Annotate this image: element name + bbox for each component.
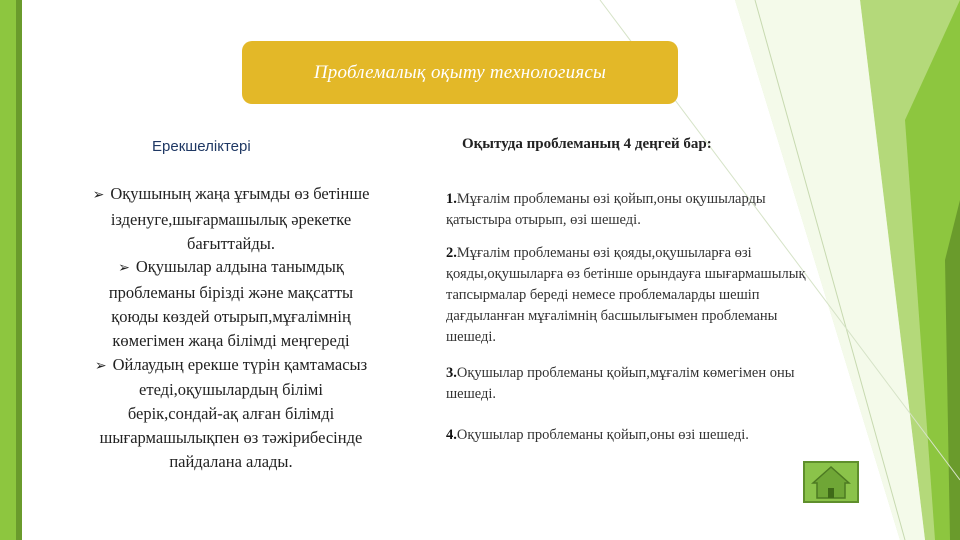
arrow-bullet-icon: ➢ (92, 187, 105, 203)
right-heading: Оқытуда проблеманың 4 деңгей бар: (462, 136, 712, 152)
arrow-bullet-icon: ➢ (118, 260, 130, 277)
title-banner (242, 41, 678, 104)
feature-line: қоюды көздей отырып,мұғалімнің (111, 306, 351, 326)
feature-line: проблеманы бірізді және мақсатты (108, 283, 354, 303)
level-item-1: 1.Мұғалім проблеманы өзі қойып,оны оқушыларды қатыстыра отырып, өзі шешеді. (446, 191, 766, 228)
feature-line: ➢ Ойлаудың ерекше түрін қамтамасыз (94, 354, 368, 374)
level-item-3: 3.Оқушылар проблеманы қойып,мұғалім көмегімен оны шешеді. (446, 365, 795, 402)
level-number: 4. (446, 427, 457, 443)
home-icon (805, 463, 857, 501)
home-button[interactable] (803, 461, 859, 503)
page-title: Проблемалық оқыту технологиясы (313, 61, 607, 83)
feature-line: шығармашылықпен өз тәжірибесінде (99, 427, 363, 447)
level-number: 1. (446, 191, 457, 207)
feature-line: ➢ Оқушының жаңа ұғымды өз бетінше (92, 184, 370, 203)
feature-line: ізденуге,шығармашылық әрекетке (110, 209, 352, 229)
level-number: 2. (446, 245, 457, 261)
left-features-text (46, 182, 416, 474)
feature-line: көмегімен жаңа білімді меңгереді (112, 330, 350, 350)
left-green-stripe-shade (16, 0, 22, 540)
left-heading: Ерекшеліктері (152, 138, 251, 155)
level-item-4: 4.Оқушылар проблеманы қойып,оны өзі шешеді. (446, 427, 749, 443)
feature-line: бағыттайды. (187, 233, 275, 253)
level-number: 3. (446, 365, 457, 381)
feature-line: пайдалана алады. (169, 451, 293, 471)
feature-line: берік,сондай-ақ алған білімді (127, 404, 335, 424)
feature-line: етеді,оқушылардың білімі (139, 380, 323, 400)
arrow-bullet-icon: ➢ (94, 357, 107, 374)
level-item-2: 2.Мұғалім проблеманы өзі қояды,оқушыларға өзі қояды,оқушыларға өз бетінше орындауға шығармашылық тапсырмалар береді немесе проблемаларды шешіп дағдыланған мұғалімнің басшылығымен проблеманы шешеді. (446, 245, 806, 345)
feature-line: ➢ Оқушылар алдына танымдық (118, 257, 344, 277)
